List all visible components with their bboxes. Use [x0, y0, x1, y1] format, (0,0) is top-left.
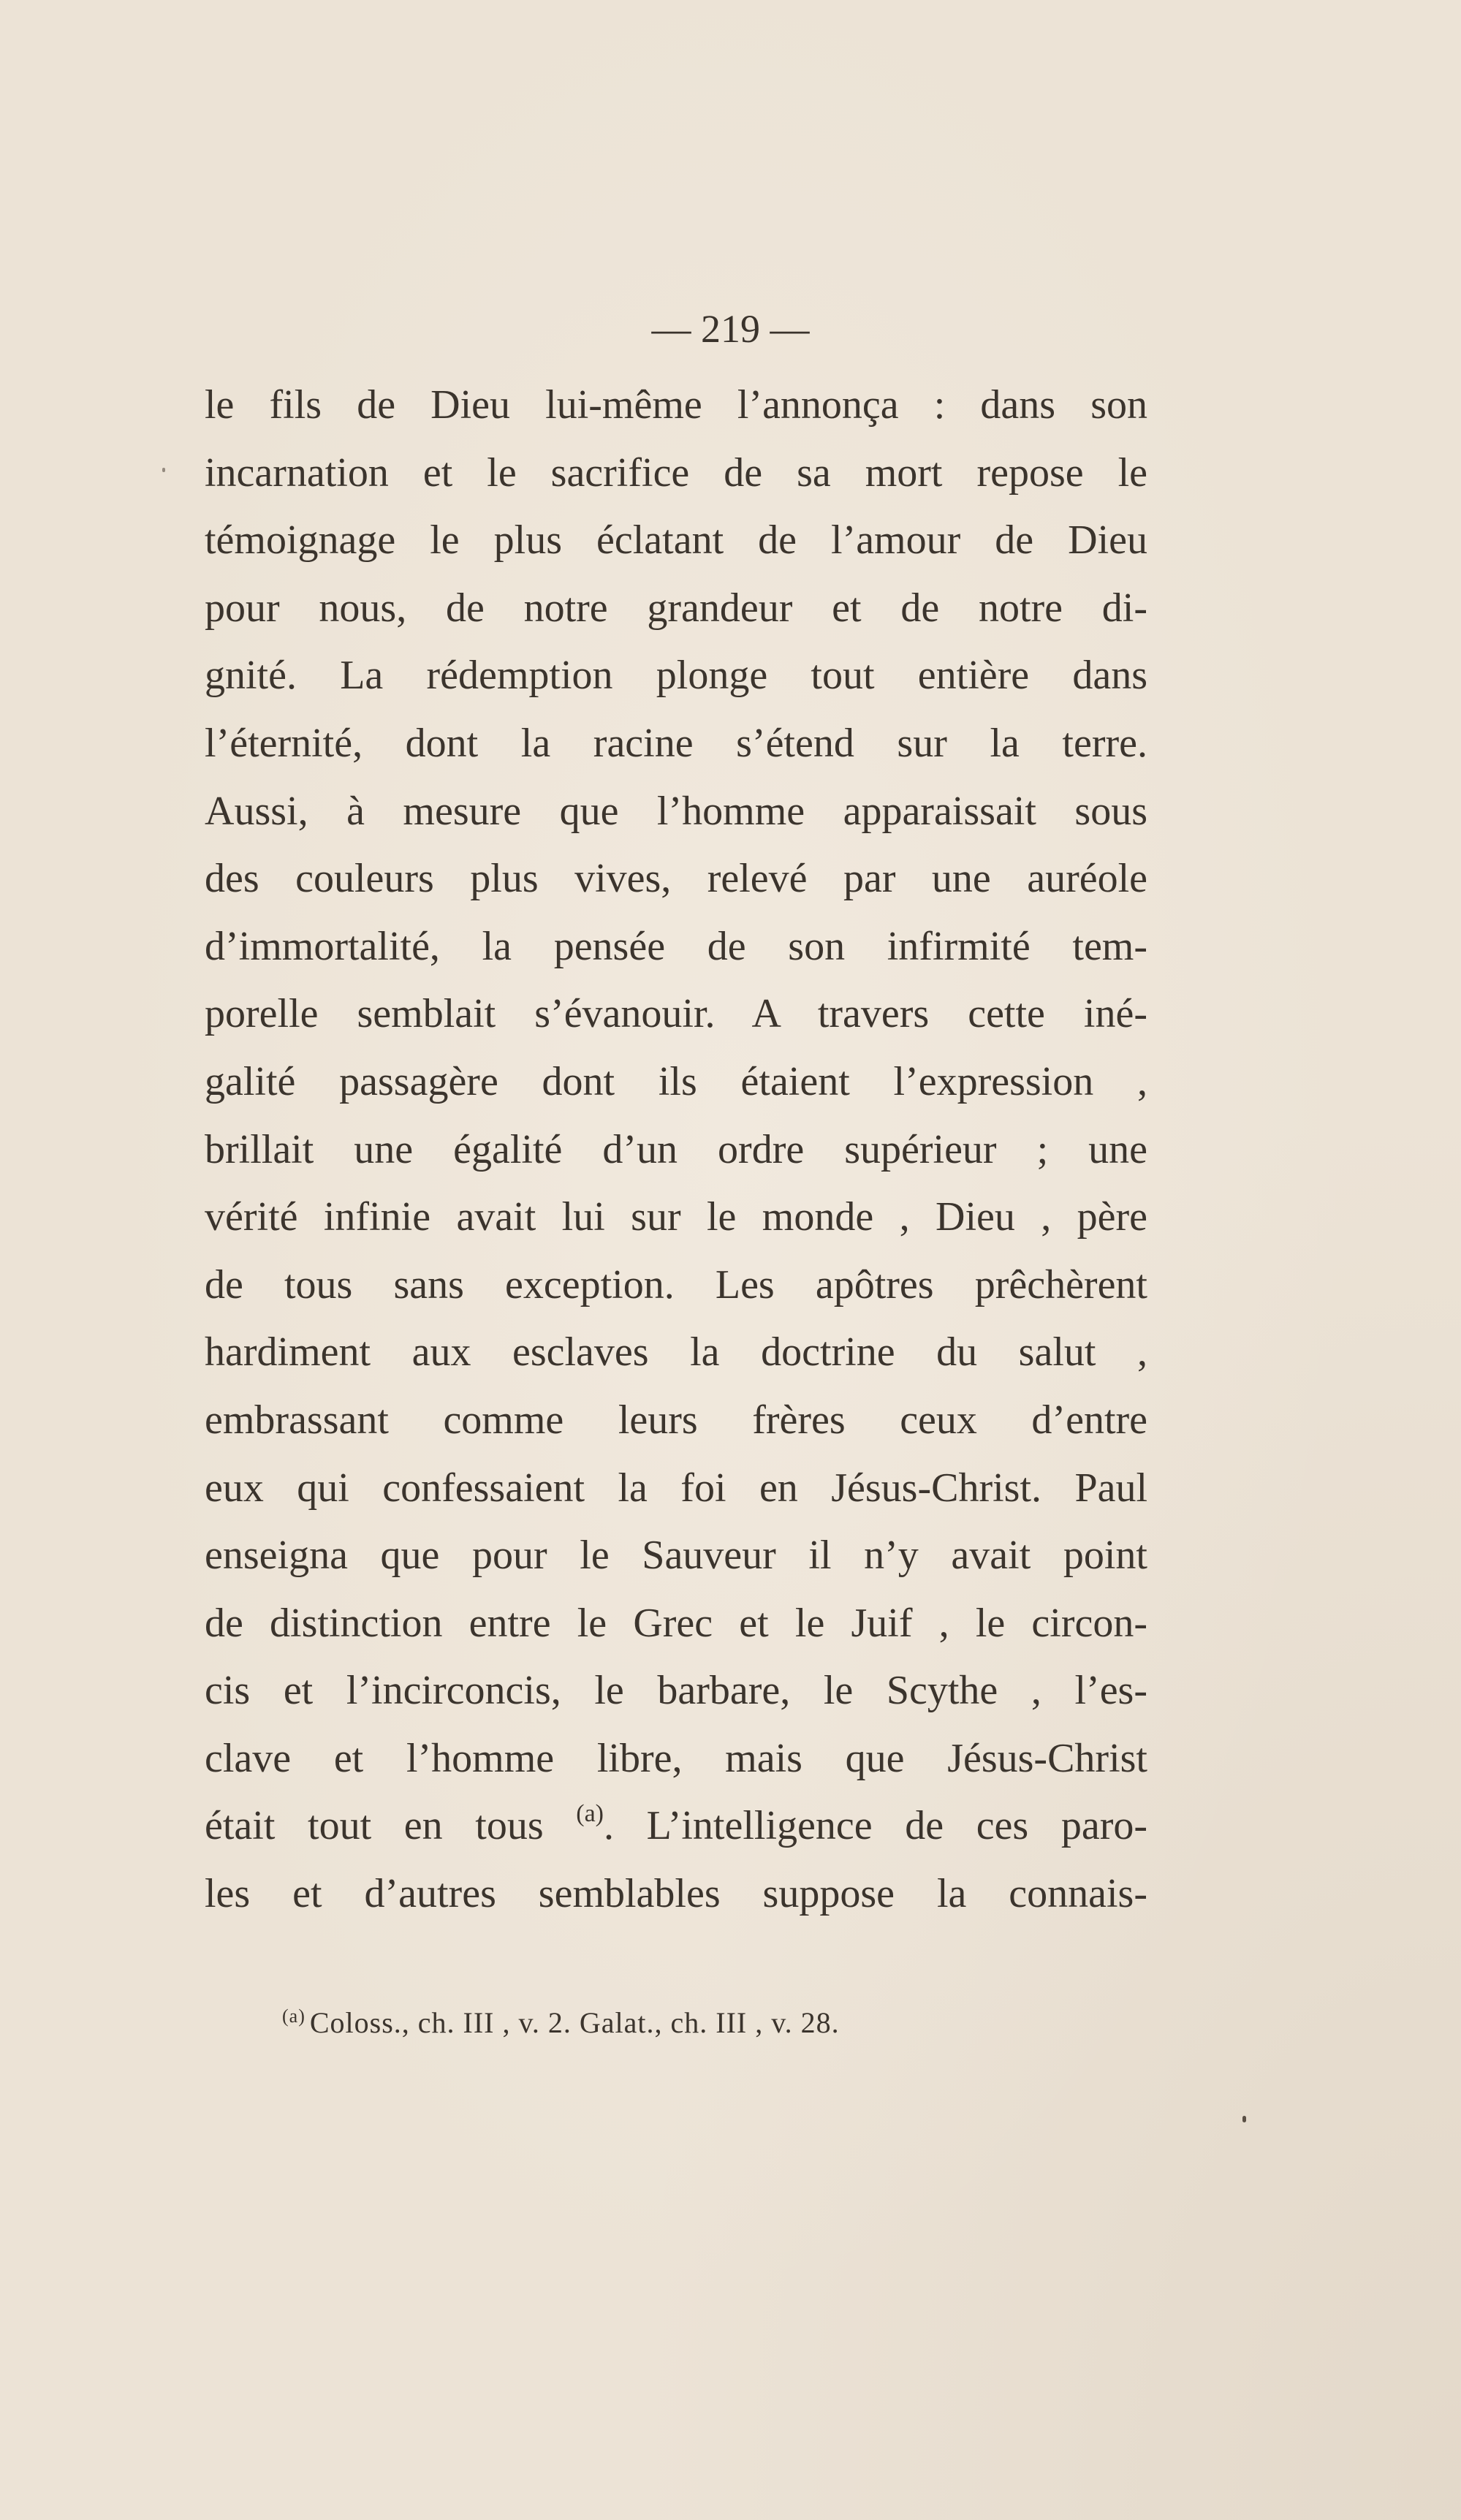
text-line: de tous sans exception. Les apôtres prêchèrent: [205, 1261, 1147, 1308]
footnote-reference: (a): [576, 1800, 604, 1828]
paper-speck: [1242, 2116, 1246, 2122]
text-line: Aussi, à mesure que l’homme apparaissait sous: [205, 788, 1147, 834]
text-line: le fils de Dieu lui-même l’annonça : dans son: [205, 382, 1147, 428]
text-line: enseigna que pour le Sauveur il n’y avait point: [205, 1533, 1147, 1579]
page-number: — 219 —: [651, 307, 810, 351]
text-line: l’éternité, dont la racine s’étend sur la terre.: [205, 720, 1147, 766]
text-line: galité passagère dont ils étaient l’expression ,: [205, 1058, 1147, 1104]
text-line-with-note: [205, 1792, 1147, 1860]
text-line: des couleurs plus vives, relevé par une auréole: [205, 856, 1147, 902]
text-line: gnité. La rédemption plonge tout entière dans: [205, 653, 1147, 699]
text-line: vérité infinie avait lui sur le monde , Dieu , père: [205, 1194, 1147, 1240]
text-line: hardiment aux esclaves la doctrine du salut ,: [205, 1329, 1147, 1375]
paper-speck: [162, 468, 165, 472]
text-line: eux qui confessaient la foi en Jésus-Christ. Paul: [205, 1465, 1147, 1511]
text-line: incarnation et le sacrifice de sa mort repose le: [205, 449, 1147, 496]
footnote: [282, 2003, 840, 2043]
text-line: témoignage le plus éclatant de l’amour de Dieu: [205, 517, 1147, 563]
text-line: embrassant comme leurs frères ceux d’entre: [205, 1397, 1147, 1443]
text-line: pour nous, de notre grandeur et de notre di-: [205, 585, 1147, 631]
note-line-before: était tout en tous: [205, 1803, 544, 1849]
text-line: les et d’autres semblables suppose la connais-: [205, 1871, 1147, 1917]
text-line: porelle semblait s’évanouir. A travers cette iné-: [205, 991, 1147, 1037]
note-line-after: . L’intelligence de ces paro-: [604, 1803, 1147, 1849]
text-line: clave et l’homme libre, mais que Jésus-Christ: [205, 1735, 1147, 1781]
main-text-block: [205, 371, 1147, 1928]
text-line: d’immortalité, la pensée de son infirmité tem-: [205, 923, 1147, 969]
footnote-mark: (a): [282, 2005, 306, 2027]
text-line: de distinction entre le Grec et le Juif , le circon-: [205, 1600, 1147, 1646]
text-line: cis et l’incirconcis, le barbare, le Scythe , l’es-: [205, 1668, 1147, 1714]
footnote-text: Coloss., ch. III , v. 2. Galat., ch. III , v. 28.: [309, 2006, 840, 2039]
text-line: brillait une égalité d’un ordre supérieur ; une: [205, 1126, 1147, 1172]
